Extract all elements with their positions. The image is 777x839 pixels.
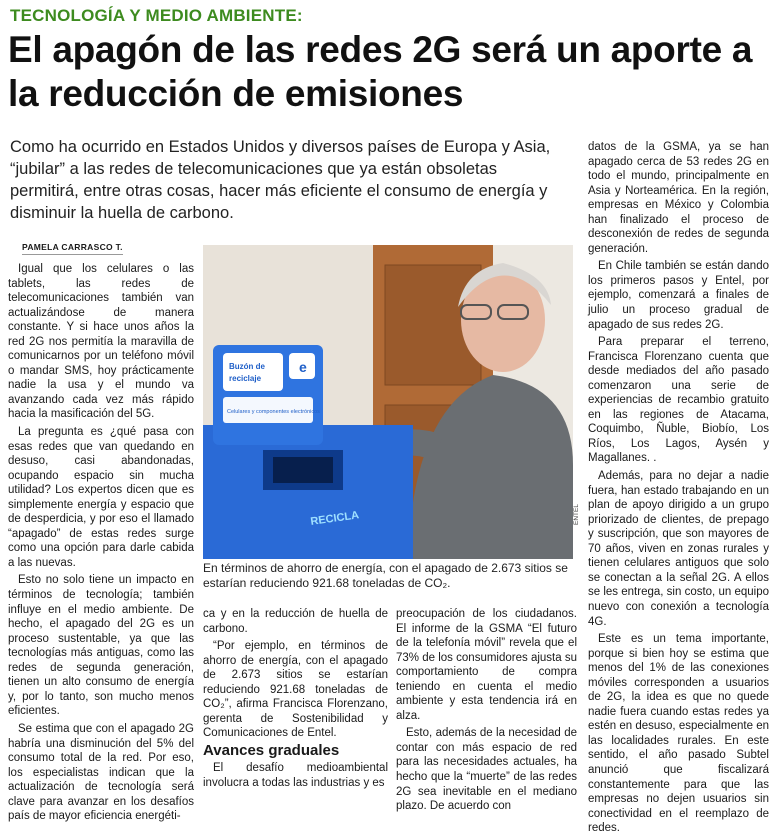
byline: PAMELA CARRASCO T. [22, 242, 123, 255]
svg-text:e: e [299, 359, 307, 375]
col4-paragraph-5: Este es un tema importante, porque si bien hoy se estima que menos del 1% de las conexiones móviles corresponden a usuarios de 2G, la idea es que no quede nadie fuera cuando estas redes ya estén en desuso, especialmente en las localidades rurales. En este sentido, el año pasado Subtel anunció que fiscalizará constantemente para que las empresas no dejen usuarios sin conectividad en el reemplazo de redes. [588, 633, 769, 835]
lede: Como ha ocurrido en Estados Unidos y diversos países de Europa y Asia, “jubilar” a las redes de telecomunicaciones que ya están obsoletas permitirá, entre otras cosas, hacer más eficiente el consumo de energía y disminuir la huella de carbono. [10, 138, 551, 222]
bin-items: Celulares y componentes electrónicos [227, 409, 320, 415]
article-column-1 [8, 262, 194, 827]
col3-paragraph-2: Esto, además de la necesidad de contar con más espacio de red para las necesidades actuales, ha hecho que la “muerte” de las redes 2G sea inevitable en el mediano plazo. De acuerdo con [396, 727, 577, 813]
headline: El apagón de las redes 2G será un aporte a la reducción de emisiones [8, 29, 753, 114]
bin-recicla: RECICLA [309, 509, 360, 528]
col4-paragraph-4: Además, para no dejar a nadie fuera, han estado trabajando en un plan de apoyo dirigido a un grupo priorizado de clientes, de prepago y suscripción, que son mayores de 70 años, viven en zonas rurales y tienen celulares antiguos que solo se conectan a la señal 2G. A ellos se les entrega, sin costo, un equipo nuevo con conexión a tecnología 4G. [588, 470, 769, 628]
article-photo [203, 245, 573, 559]
col1-paragraph-3: Esto no solo tiene un impacto en términos de tecnología; también influye en el medio ambiente. De hecho, el apagado del 2G es un proceso sustentable, ya que las tecnologías más antiguas, como las redes de segunda generación, tienen un alto consumo de energía y, por lo tanto, son mucho menos eficientes. [8, 574, 194, 718]
col3-paragraph-1: preocupación de los ciudadanos. El informe de la GSMA “El futuro de la telefonía móvil” revela que el 73% de los consumidores ajusta su comportamiento de compra teniendo en cuenta el medio ambiente y esta tendencia irá en alza. [396, 608, 577, 722]
section-label: TECNOLOGÍA Y MEDIO AMBIENTE: [10, 6, 303, 25]
col4-paragraph-2: En Chile también se están dando los primeros pasos y Entel, por ejemplo, comenzará a finales de julio un proceso gradual de apagado de sus redes 2G. [588, 260, 769, 331]
bin-label-1: Buzón de [229, 362, 265, 371]
article-column-3 [396, 607, 577, 817]
col2-paragraph-2: “Por ejemplo, en términos de ahorro de energía, con el apagado de 2.673 sitios se estarían reduciendo 921.68 toneladas de CO₂”, afirma Francisca Florenzano, gerenta de Sostenibilidad y Comunicaciones de Entel. [203, 640, 388, 740]
col2-paragraph-1: ca y en la reducción de huella de carbono. [203, 608, 388, 635]
col1-paragraph-1: Igual que los celulares o las tablets, las redes de telecomunicaciones también van actualizándose de manera constante. Y si hace unos años la red 2G nos permitía la maravilla de comunicarnos por un teléfono móvil o mandar SMS, hoy prácticamente nadie la usa y el mundo va avanzando cada vez más rápido hacia la masificación del 5G. [8, 263, 194, 421]
col4-paragraph-3: Para preparar el terreno, Francisca Florenzano cuenta que desde mediados del año pasado comenzaron una serie de experiencias de recambio gratuito en las regiones de Atacama, Coquimbo, Ñuble, Biobío, Los Ríos, Los Lagos, Aysén y Magallanes. . [588, 336, 769, 465]
photo-caption: En términos de ahorro de energía, con el apagado de 2.673 sitios se estarían reduciendo 921.68 toneladas de CO₂. [203, 561, 568, 590]
col1-paragraph-2: La pregunta es ¿qué pasa con esas redes que van quedando en desuso, casi abandonadas, ocupando espacio sin mucha utilidad? Los expertos dicen que es simplemente energía y espacio que de desperdicia, y por eso el llamado “apagado” de estas redes surge como una opción para darle cabida a las nuevas. [8, 426, 194, 569]
col1-paragraph-4: Se estima que con el apagado 2G habría una disminución del 5% del consumo total de la red. Por eso, los especialistas indican que la actualización de tecnología será clave para avanzar en los desafíos país de mayor eficiencia energéti- [8, 722, 194, 823]
article-column-2 [203, 607, 388, 794]
article-column-4 [588, 140, 769, 839]
subheading: Avances graduales [203, 741, 340, 759]
photo-illustration [203, 245, 573, 559]
photo-credit: ENTEL [573, 504, 580, 525]
col4-paragraph-1: datos de la GSMA, ya se han apagado cerca de 53 redes 2G en todo el mundo, principalmente en Asia y Norteamérica. En la región, empresas en México y Colombia han finalizado el proceso de desconexión de redes de segunda generación. [588, 141, 769, 255]
col2-paragraph-3: El desafío medioambiental involucra a todas las industrias y es [203, 762, 388, 790]
bin-label-2: reciclaje [229, 374, 262, 383]
